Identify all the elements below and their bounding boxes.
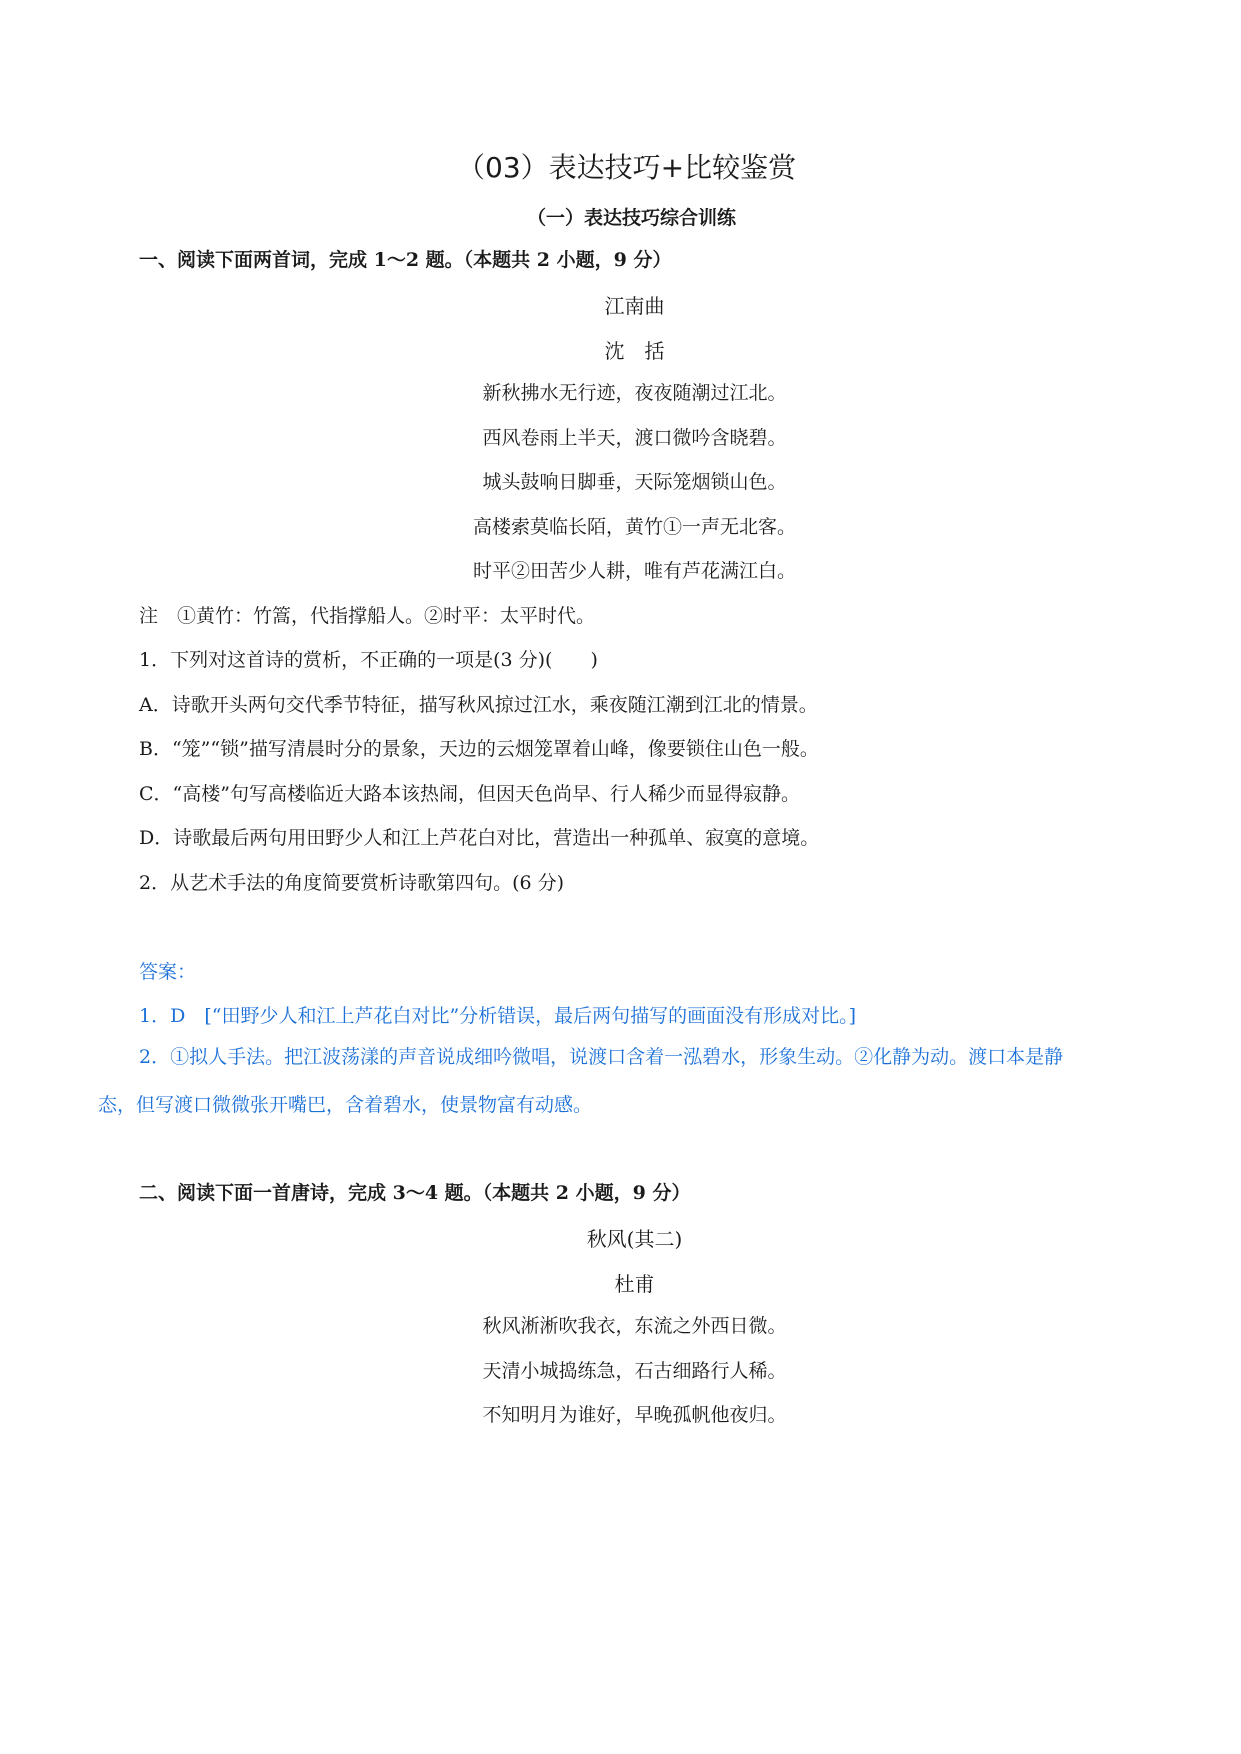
- option-c: C．“高楼”句写高楼临近大路本该热闹，但因天色尚早、行人稀少而显得寂静。: [139, 783, 800, 805]
- page-title: （03）表达技巧+比较鉴赏: [457, 151, 797, 184]
- question-1: 1．下列对这首诗的赏析，不正确的一项是(3 分)( ): [139, 649, 598, 671]
- poem1-line: 城头鼓响日脚垂，天际笼烟锁山色。: [482, 471, 787, 493]
- question-2: 2．从艺术手法的角度简要赏析诗歌第四句。(6 分): [139, 872, 565, 894]
- answer-1: 1．D [“田野少人和江上芦花白对比”分析错误，最后两句描写的画面没有形成对比。]: [139, 1005, 857, 1027]
- poem2-line: 不知明月为谁好，早晚孤帆他夜归。: [482, 1404, 787, 1426]
- poem1-author: 沈 括: [604, 339, 665, 363]
- option-b: B．“笼”“锁”描写清晨时分的景象，天边的云烟笼罩着山峰，像要锁住山色一般。: [139, 738, 819, 760]
- option-a: A．诗歌开头两句交代季节特征，描写秋风掠过江水，乘夜随江潮到江北的情景。: [139, 694, 818, 716]
- poem2-author: 杜甫: [614, 1272, 655, 1296]
- poem1-line: 时平②田苦少人耕，唯有芦花满江白。: [472, 560, 796, 582]
- section2-heading: 二、阅读下面一首唐诗，完成 3～4 题。（本题共 2 小题，9 分）: [139, 1182, 691, 1204]
- page-subtitle: （一）表达技巧综合训练: [527, 207, 737, 229]
- poem2-title: 秋风(其二): [586, 1227, 683, 1251]
- answer-label: 答案：: [139, 961, 197, 983]
- poem1-title: 江南曲: [604, 294, 665, 318]
- poem2-line: 天清小城捣练急，石古细路行人稀。: [482, 1360, 787, 1382]
- option-d: D．诗歌最后两句用田野少人和江上芦花白对比，营造出一种孤单、寂寞的意境。: [139, 827, 820, 849]
- poem1-line: 新秋拂水无行迹，夜夜随潮过江北。: [482, 382, 787, 404]
- poem2-line: 秋风淅淅吹我衣，东流之外西日微。: [482, 1315, 787, 1337]
- answer-2: 2．①拟人手法。把江波荡漾的声音说成细吟微唱，说渡口含着一泓碧水，形象生动。②化静为动。渡口本是静态，但写渡口微微张开嘴巴，含着碧水，使景物富有动感。: [98, 1046, 1064, 1116]
- poem1-line: 西风卷雨上半天，渡口微吟含晓碧。: [482, 427, 787, 449]
- poem1-note: 注 ①黄竹：竹篙，代指撑船人。②时平：太平时代。: [139, 605, 596, 627]
- section1-heading: 一、阅读下面两首词，完成 1～2 题。（本题共 2 小题，9 分）: [139, 249, 672, 271]
- poem1-line: 高楼索莫临长陌，黄竹①一声无北客。: [472, 516, 796, 538]
